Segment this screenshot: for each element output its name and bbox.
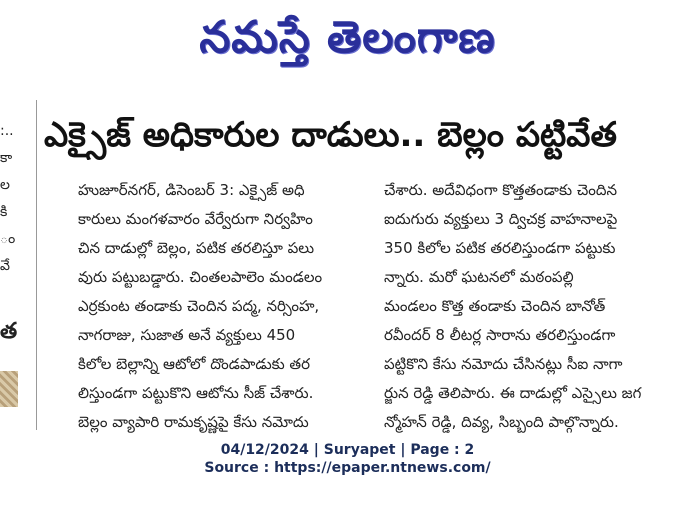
body-line: నాగరాజు, సుజాత అనే వ్యక్తులు 450 — [78, 326, 296, 344]
adjacent-article-fragment — [0, 118, 18, 438]
article-column-2 — [384, 176, 680, 438]
body-line: కిలోల బెల్లాన్ని ఆటోలో దొండపాడుకు తర — [78, 355, 310, 373]
edition-info: 04/12/2024 | Suryapet | Page : 2 — [220, 442, 475, 458]
fragment-line: ల — [0, 177, 10, 193]
source-link[interactable]: Source : https://epaper.ntnews.com/ — [204, 460, 491, 476]
fragment-line: కి — [0, 204, 8, 220]
body-line: కారులు మంగళవారం వేర్వేరుగా నిర్వహిం — [78, 210, 313, 228]
body-line: రవీందర్ 8 లీటర్ల సారాను తరలిస్తుండగా — [384, 326, 616, 344]
body-line: బెల్లం వ్యాపారి రామకృష్ణపై కేసు నమోదు — [78, 413, 309, 431]
body-line: పట్టికొని కేసు నమోదు చేసినట్లు సీఐ నాగా — [384, 355, 623, 373]
body-line: న్మోహన్ రెడ్డి, దివ్య, సిబ్బంది పాల్గొన్నారు. — [384, 413, 619, 431]
body-line: ర్జున రెడ్డి తెలిపారు. ఈ దాడుల్లో ఎస్సైలు జగ — [384, 384, 642, 402]
body-line: లిస్తుండగా పట్టుకొని ఆటోను సీజ్ చేశారు. — [78, 384, 314, 402]
body-line: చేశారు. అదేవిధంగా కొత్తతండాకు చెందిన — [384, 181, 617, 199]
body-line: మండలం కొత్త తండాకు చెందిన బానోత్ — [384, 297, 606, 315]
fragment-line: వే — [0, 258, 10, 274]
newspaper-title: నమస్తే తెలంగాణ — [199, 12, 496, 63]
body-line: 350 కిలోల పటిక తరలిస్తుండగా పట్టుకు — [384, 239, 616, 257]
article-column-1 — [78, 176, 368, 438]
footer — [0, 436, 695, 530]
body-line: హుజూర్‌నగర్, డిసెంబర్ 3: ఎక్సైజ్ అధి — [78, 181, 305, 199]
fragment-line: కా — [0, 150, 13, 166]
body-line: ఐదుగురు వ్యక్తులు 3 ద్విచక్ర వాహనాలపై — [384, 210, 618, 228]
fragment-photo — [0, 371, 18, 407]
body-line: చిన దాడుల్లో బెల్లం, పటిక తరలిస్తూ పలు — [78, 239, 315, 257]
article-headline: ఎక్సైజ్ అధికారుల దాడులు.. బెల్లం పట్టివేత — [44, 115, 617, 155]
fragment-heading: త — [0, 319, 18, 344]
column-divider — [36, 100, 37, 430]
fragment-line: :.. — [0, 123, 14, 139]
fragment-line: ం — [0, 231, 16, 247]
body-line: వురు పట్టుబడ్డారు. చింతలపాలెం మండలం — [78, 268, 323, 286]
masthead — [0, 0, 695, 86]
body-line: న్నారు. మరో ఘటనలో మఠంపల్లి — [384, 268, 574, 286]
body-line: ఎర్రకుంట తండాకు చెందిన పద్మ, నర్సింహ, — [78, 297, 320, 315]
